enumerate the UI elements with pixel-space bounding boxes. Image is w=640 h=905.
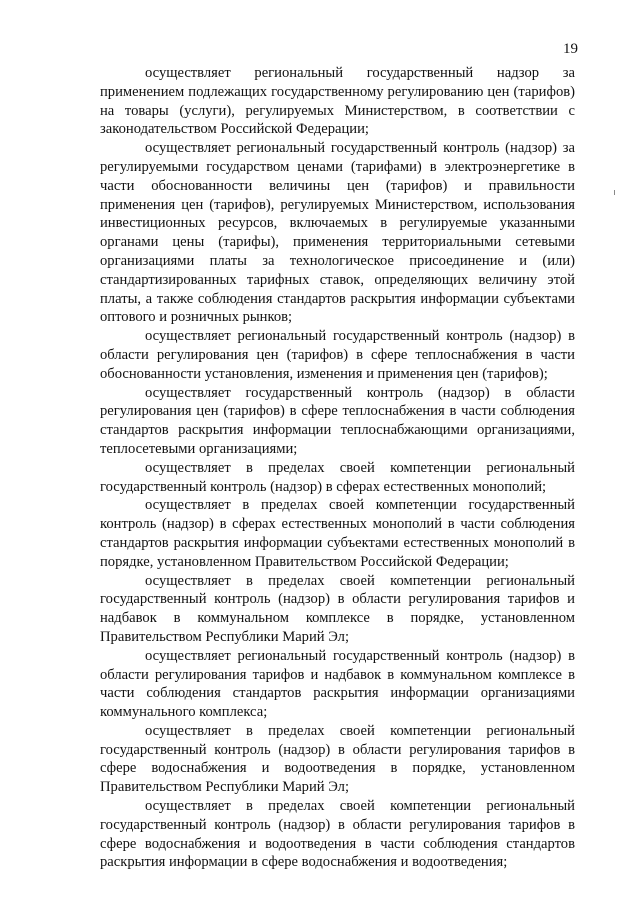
paragraph: осуществляет в пределах своей компетенции региональный государственный контроль (надзор) в области регулирования тарифов и надбавок в коммунальном комплексе в порядке, установленном Правительством Республики Марий Эл; (100, 572, 575, 645)
page-number: 19 (563, 41, 578, 57)
paragraph: осуществляет в пределах своей компетенции региональный государственный контроль (надзор) в сферах естественных монополий; (100, 459, 575, 495)
paragraph: осуществляет в пределах своей компетенции региональный государственный контроль (надзор) в области регулирования тарифов в сфере водоснабжения и водоотведения в порядке, установленном Правительством Республики Марий Эл; (100, 722, 575, 796)
scan-mark (614, 190, 615, 195)
paragraph: осуществляет региональный государственный контроль (надзор) за регулируемыми государством ценами (тарифами) в электроэнергетике в части обоснованности величины цен (тарифов) и правильности применения цен (тарифов), регулируемых Министерством, использования инвестиционных ресурсов, включаемых в регулируемые указанными органами цены (тарифы), применения территориальными сетевыми организациями платы за технологическое присоединение и (или) стандартизированных тарифных ставок, определяющих величину этой платы, а также соблюдения стандартов раскрытия информации субъектами оптового и розничных рынков; (100, 140, 575, 326)
paragraph: осуществляет государственный контроль (надзор) в области регулирования цен (тарифов) в сфере теплоснабжения в части соблюдения стандартов раскрытия информации теплоснабжающими организациями, теплосетевыми организациями; (100, 384, 575, 457)
paragraph: осуществляет региональный государственный контроль (надзор) в области регулирования тарифов и надбавок в коммунальном комплексе в части соблюдения стандартов раскрытия информации организациями коммунального комплекса; (100, 647, 575, 721)
paragraph: осуществляет региональный государственный контроль (надзор) в области регулирования цен (тарифов) в сфере теплоснабжения в части обоснованности установления, изменения и применения цен (тарифов); (100, 328, 575, 382)
paragraph: осуществляет в пределах своей компетенции региональный государственный контроль (надзор) в области регулирования тарифов в сфере водоснабжения и водоотведения в части соблюдения стандартов раскрытия информации в сфере водоснабжения и водоотведения; (100, 798, 575, 871)
document-body (100, 64, 575, 872)
paragraph: осуществляет в пределах своей компетенции государственный контроль (надзор) в сферах естественных монополий в части соблюдения стандартов раскрытия информации субъектами естественных монополий в порядке, установленном Правительством Российской Федерации; (100, 497, 575, 570)
paragraph: осуществляет региональный государственный надзор за применением подлежащих государственному регулированию цен (тарифов) на товары (услуги), регулируемых Министерством, в соответствии с законодательством Российской Федерации; (100, 65, 575, 138)
